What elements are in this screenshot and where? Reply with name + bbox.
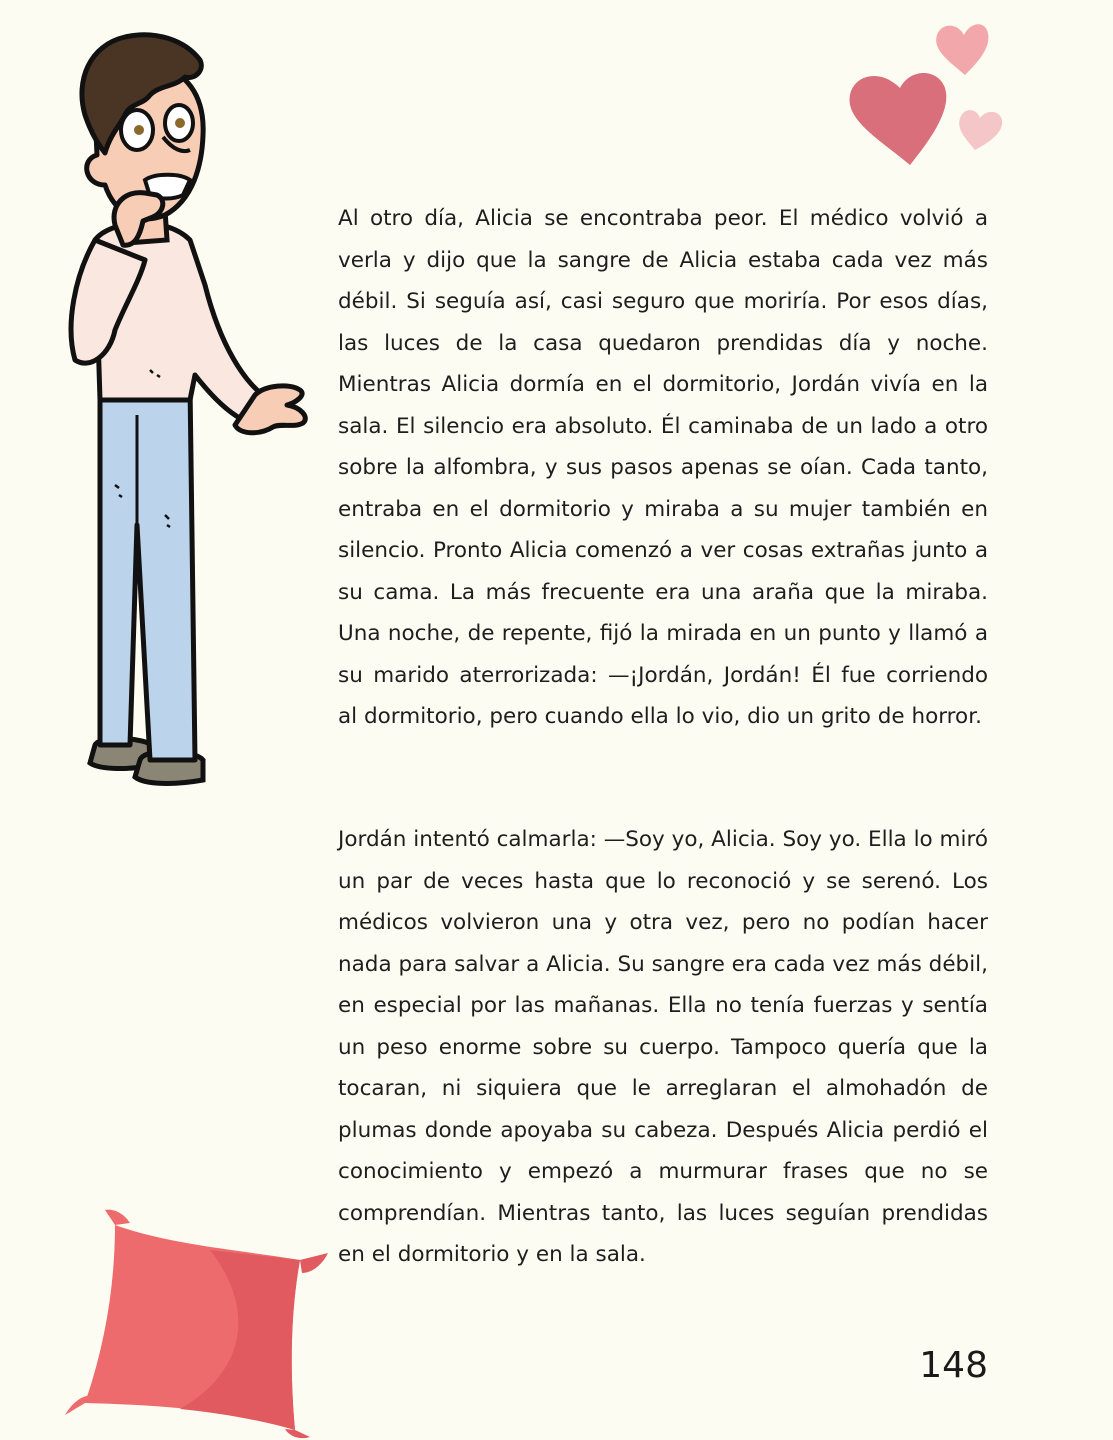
heart-large-icon bbox=[850, 73, 947, 165]
heart-top-icon bbox=[936, 24, 988, 75]
hearts-decoration bbox=[840, 10, 1030, 180]
page-number: 148 bbox=[919, 1345, 988, 1386]
heart-small-icon bbox=[959, 110, 1002, 150]
story-paragraph-1: Al otro día, Alicia se encontraba peor. El médico volvió a verla y dijo que la sangre de Alicia estaba cada vez más débil. Si seguía así, casi seguro que moriría. Por esos días, las luces de la casa quedaron prendidas día y noche. Mientras Alicia dormía en el dormitorio, Jordán vivía en la sala. El silencio era absoluto. Él caminaba de un lado a otro sobre la alfombra, y sus pasos apenas se oían. Cada tanto, entraba en el dormitorio y miraba a su mujer también en silencio. Pronto Alicia comenzó a ver cosas extrañas junto a su cama. La más frecuente era una araña que la miraba. Una noche, de repente, fijó la mirada en un punto y llamó a su marido aterrorizada: —¡Jordán, Jordán! Él fue corriendo al dormitorio, pero cuando ella lo vio, dio un grito de horror. bbox=[338, 206, 988, 729]
story-paragraph-2: Jordán intentó calmarla: —Soy yo, Alicia. Soy yo. Ella lo miró un par de veces hasta que lo reconoció y se serenó. Los médicos volvieron una y otra vez, pero no podían hacer nada para salvar a Alicia. Su sangre era cada vez más débil, en especial por las mañanas. Ella no tenía fuerzas y sentía un peso enorme sobre su cuerpo. Tampoco quería que la tocaran, ni siquiera que le arreglaran el almohadón de plumas donde apoyaba su cabeza. Después Alicia perdió el conocimiento y empezó a murmurar frases que no se comprendían. Mientras tanto, las luces seguían prendidas en el dormitorio y en la sala. bbox=[338, 827, 988, 1267]
pillow-illustration bbox=[60, 1205, 335, 1440]
man-thinking-illustration bbox=[55, 25, 325, 795]
